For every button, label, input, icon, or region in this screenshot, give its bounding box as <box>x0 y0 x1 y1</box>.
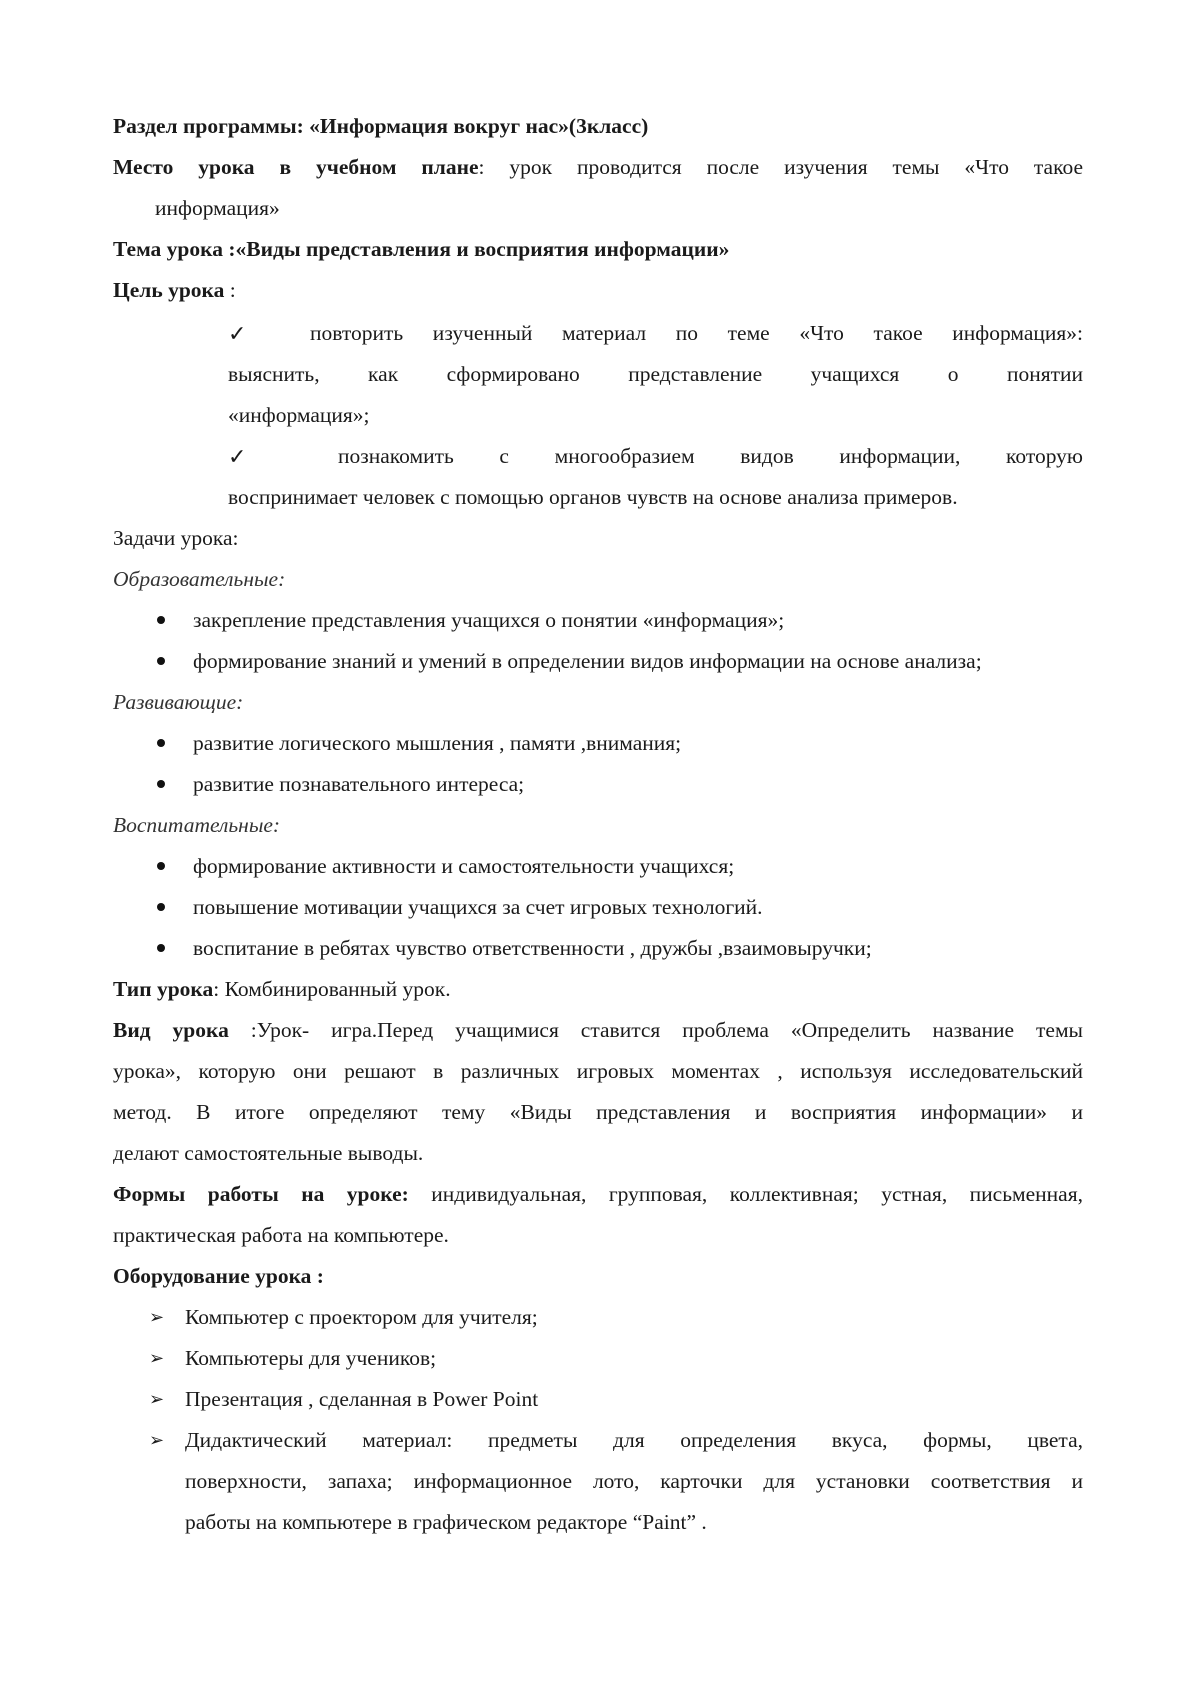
list-item-text: Презентация , сделанная в Power Point <box>185 1387 539 1411</box>
list-item <box>113 764 1083 805</box>
kind-line-4: делают самостоятельные выводы. <box>113 1141 424 1165</box>
list-item <box>113 846 1083 887</box>
list-item-text: развитие логического мышления , памяти ,внимания; <box>193 731 682 755</box>
list-item <box>113 1420 1083 1543</box>
list-item-text: Компьютер с проектором для учителя; <box>185 1305 538 1329</box>
goal-item-2-line-1: познакомить с многообразием видов информации, которую <box>338 444 1083 468</box>
topic-line <box>113 229 1083 270</box>
list-item <box>113 1338 1083 1379</box>
list-item-text: закрепление представления учащихся о понятии «информация»; <box>193 608 785 632</box>
tasks-group-2-title: Развивающие: <box>113 690 244 714</box>
list-item-text: формирование знаний и умений в определении видов информации на основе анализа; <box>193 649 982 673</box>
topic-label: Тема урока : <box>113 237 236 261</box>
goal-line <box>113 270 1083 311</box>
list-item <box>113 1297 1083 1338</box>
tasks-group-3-title: Воспитательные: <box>113 813 281 837</box>
lesson-plan-text <box>113 106 1083 1543</box>
section-line <box>113 106 1083 147</box>
bullet-dot-icon <box>157 944 165 952</box>
equipment-label: Оборудование урока : <box>113 1264 324 1288</box>
goal-item-2 <box>113 436 1083 518</box>
list-item-text: работы на компьютере в графическом редакторе “Paint” . <box>185 1510 707 1534</box>
list-item <box>113 887 1083 928</box>
forms-text-1: индивидуальная, групповая, коллективная; устная, письменная, <box>408 1182 1083 1206</box>
type-line <box>113 969 1083 1010</box>
section-label: Раздел программы: <box>113 114 304 138</box>
kind-label: Вид урока <box>113 1018 229 1042</box>
forms-line-1 <box>113 1174 1083 1215</box>
goal-label: Цель урока <box>113 278 225 302</box>
type-label: Тип урока <box>113 977 214 1001</box>
goal-item-2-line-2: воспринимает человек с помощью органов чувств на основе анализа примеров. <box>228 485 958 509</box>
list-item <box>113 723 1083 764</box>
arrow-bullet-icon: ➢ <box>149 1389 165 1409</box>
bullet-dot-icon <box>157 616 165 624</box>
place-text-1: : урок проводится после изучения темы «Что такое <box>478 155 1083 179</box>
list-item-text: Компьютеры для учеников; <box>185 1346 437 1370</box>
place-line-2: информация» <box>155 196 280 220</box>
list-item <box>113 600 1083 641</box>
arrow-bullet-icon: ➢ <box>149 1348 165 1368</box>
forms-label: Формы работы на уроке: <box>113 1182 409 1206</box>
list-item-text: Дидактический материал: предметы для определения вкуса, формы, цвета, <box>185 1428 1083 1452</box>
list-item-text: повышение мотивации учащихся за счет игровых технологий. <box>193 895 763 919</box>
bullet-dot-icon <box>157 739 165 747</box>
list-item-text: воспитание в ребятах чувство ответственности , дружбы ,взаимовыручки; <box>193 936 872 960</box>
tasks-label: Задачи урока: <box>113 526 239 550</box>
kind-line-3: метод. В итоге определяют тему «Виды представления и восприятия информации» и <box>113 1100 1083 1124</box>
bullet-dot-icon <box>157 780 165 788</box>
goal-item-1-line-3: «информация»; <box>228 403 370 427</box>
kind-text-1: :Урок- игра.Перед учащимися ставится проблема «Определить название темы <box>228 1018 1084 1042</box>
forms-line-2: практическая работа на компьютере. <box>113 1223 449 1247</box>
goal-item-1-line-2: выяснить, как сформировано представление учащихся о понятии <box>228 362 1083 386</box>
place-label: Место урока в учебном плане <box>113 155 479 179</box>
kind-line-1 <box>113 1010 1083 1051</box>
list-item <box>113 928 1083 969</box>
checkmark-icon: ✓ <box>228 444 247 469</box>
list-item <box>113 1379 1083 1420</box>
bullet-dot-icon <box>157 903 165 911</box>
bullet-dot-icon <box>157 657 165 665</box>
list-item-text: формирование активности и самостоятельности учащихся; <box>193 854 735 878</box>
section-value: «Информация вокруг нас»(3класс) <box>309 114 649 138</box>
arrow-bullet-icon: ➢ <box>149 1430 165 1450</box>
place-line-1 <box>113 147 1083 188</box>
tasks-group-1-title: Образовательные: <box>113 567 286 591</box>
arrow-bullet-icon: ➢ <box>149 1307 165 1327</box>
checkmark-icon: ✓ <box>228 321 247 346</box>
list-item-text: поверхности, запаха; информационное лото, карточки для установки соответствия и <box>185 1469 1083 1493</box>
kind-line-2: урока», которую они решают в различных игровых моментах , используя исследовательский <box>113 1059 1083 1083</box>
type-value: : Комбинированный урок. <box>213 977 451 1001</box>
list-item <box>113 641 1083 682</box>
goal-item-1 <box>113 313 1083 436</box>
bullet-dot-icon <box>157 862 165 870</box>
list-item-text: развитие познавательного интереса; <box>193 772 525 796</box>
goal-label-suffix: : <box>224 278 236 302</box>
topic-value: «Виды представления и восприятия информации» <box>235 237 730 261</box>
goal-item-1-line-1: повторить изученный материал по теме «Что такое информация»: <box>310 321 1083 345</box>
